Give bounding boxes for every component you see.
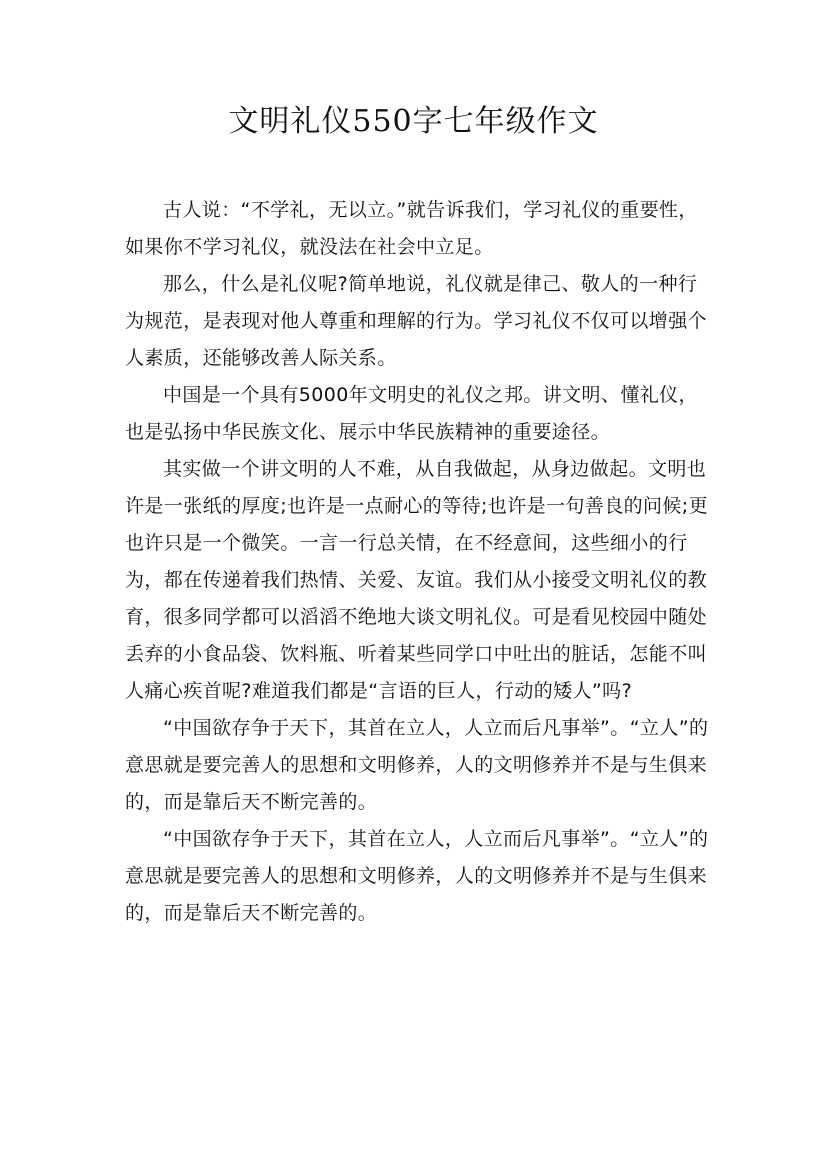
- document-body: [125, 192, 715, 932]
- paragraph: 那么，什么是礼仪呢?简单地说，礼仪就是律己、敬人的一种行为规范，是表现对他人尊重和理解的行为。学习礼仪不仅可以增强个人素质，还能够改善人际关系。: [125, 273, 708, 369]
- paragraph: 古人说：“不学礼，无以立。”就告诉我们，学习礼仪的重要性，如果你不学习礼仪，就没法在社会中立足。: [125, 199, 698, 258]
- document-title: 文明礼仪550字七年级作文: [228, 104, 599, 139]
- paragraph: 其实做一个讲文明的人不难，从自我做起，从身边做起。文明也许是一张纸的厚度;也许是一点耐心的等待;也许是一句善良的问候;更也许只是一个微笑。一言一行总关情，在不经意间，这些细小的行为，都在传递着我们热情、关爱、友谊。我们从小接受文明礼仪的教育，很多同学都可以滔滔不绝地大谈文明礼仪。可是看见校园中随处丢弃的小食品袋、饮料瓶、听着某些同学口中吐出的脏话，怎能不叫人痛心疾首呢?难道我们都是“言语的巨人，行动的矮人”吗?: [125, 458, 709, 702]
- paragraph: “中国欲存争于天下，其首在立人，人立而后凡事举”。“立人”的意思就是要完善人的思想和文明修养，人的文明修养并不是与生俱来的，而是靠后天不断完善的。: [125, 828, 709, 924]
- paragraph: 中国是一个具有5000年文明史的礼仪之邦。讲文明、懂礼仪，也是弘扬中华民族文化、展示中华民族精神的重要途径。: [125, 384, 698, 443]
- paragraph: “中国欲存争于天下，其首在立人，人立而后凡事举”。“立人”的意思就是要完善人的思想和文明修养，人的文明修养并不是与生俱来的，而是靠后天不断完善的。: [125, 717, 709, 813]
